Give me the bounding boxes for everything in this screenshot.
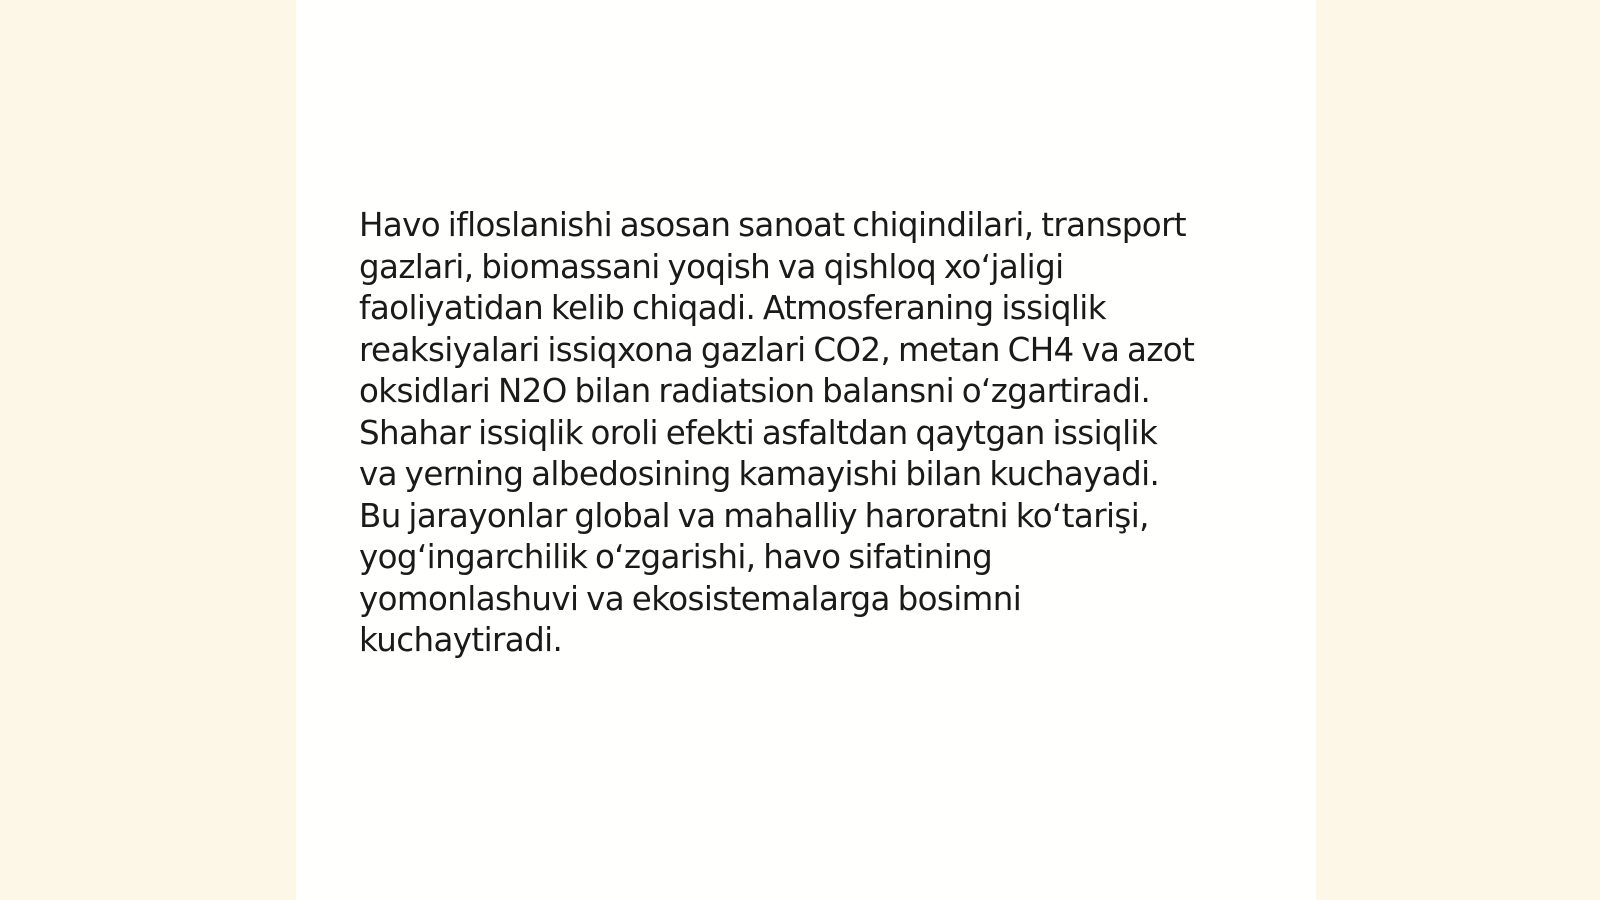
body-paragraph: Havo ifloslanishi asosan sanoat chiqindilari, transport gazlari, biomassani yoqish va qishloq xo‘jaligi faoliyatidan kelib chiqadi. Atmosferaning issiqlik reaksiyalari issiqxona gazlari CO2, metan CH4 va azot oksidlari N2O bilan radiatsion balansni o‘zgartiradi. Shahar issiqlik oroli efekti asfaltdan qaytgan issiqlik va yerning albedosining kamayishi bilan kuchayadi. Bu jarayonlar global va mahalliy haroratni ko‘tarişi, yog‘ingarchilik o‘zgarishi, havo sifatining yomonlashuvi va ekosistemalarga bosimni kuchaytiradi.	[359, 206, 1195, 659]
